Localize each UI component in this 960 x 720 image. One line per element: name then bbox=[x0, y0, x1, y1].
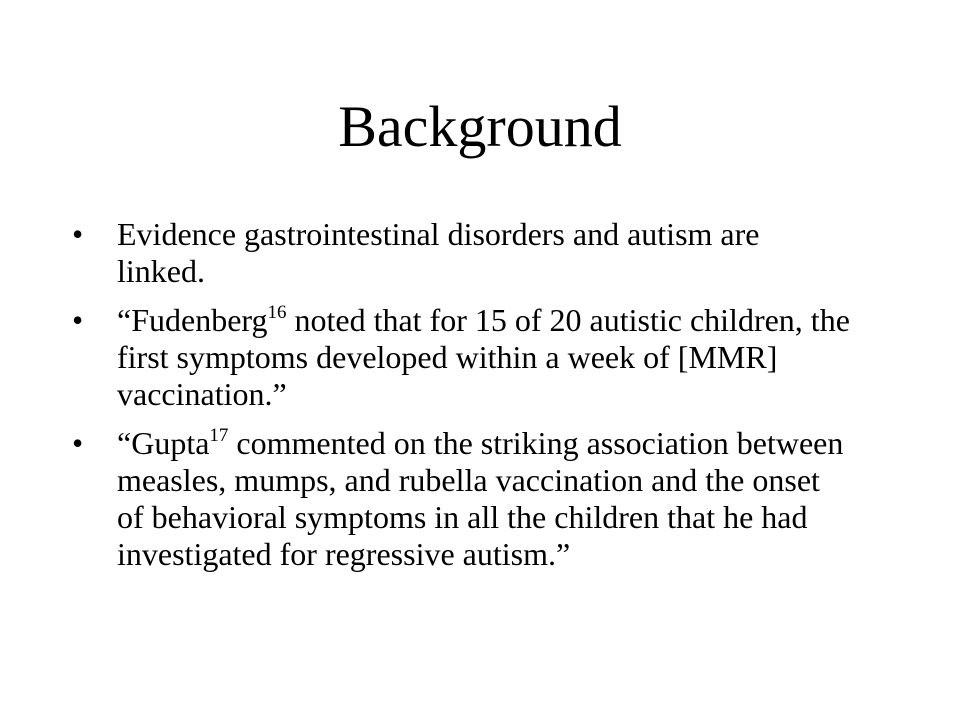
bullet-item-fudenberg bbox=[72, 302, 852, 413]
slide-title: Background bbox=[338, 94, 622, 159]
bullet-text-end: commented on the striking association between measles, mumps, and rubella vaccination and the onset of behavioral symptoms in all the children that he had investigated for regressive autism.” bbox=[117, 425, 844, 572]
bullet-text: Evidence gastrointestinal disorders and autism are linked. bbox=[117, 216, 760, 289]
bullet-dot-icon: • bbox=[72, 216, 84, 252]
bullet-dot-icon: • bbox=[72, 425, 84, 461]
bullet-item-gi-autism bbox=[72, 216, 852, 290]
bullet-list bbox=[72, 216, 852, 585]
bullet-item-gupta bbox=[72, 425, 852, 573]
citation-superscript: 16 bbox=[267, 302, 287, 323]
citation-superscript: 17 bbox=[209, 425, 229, 446]
bullet-dot-icon: • bbox=[72, 302, 84, 338]
bullet-text-start: “Gupta bbox=[117, 425, 210, 461]
bullet-text-end: noted that for 15 of 20 autistic children, the first symptoms developed within a week of [MMR] vaccination.” bbox=[117, 302, 850, 412]
bullet-text-start: “Fudenberg bbox=[117, 302, 268, 338]
